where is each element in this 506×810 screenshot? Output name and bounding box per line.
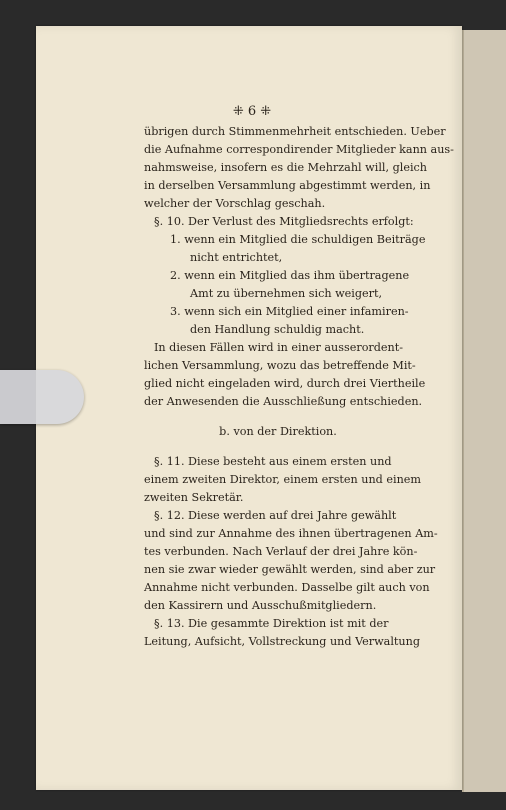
text-line: §. 13. Die gesammte Direktion ist mit der	[154, 617, 389, 630]
text-line: §. 11. Diese besteht aus einem ersten und	[154, 455, 392, 468]
text-line: Amt zu übernehmen sich weigert,	[190, 287, 383, 300]
text-line: glied nicht eingeladen wird, durch drei Viertheile	[144, 377, 426, 390]
text-line: Annahme nicht verbunden. Dasselbe gilt auch von	[144, 581, 430, 594]
text-line: und sind zur Annahme des ihnen übertragenen Am-	[144, 527, 438, 540]
text-line: 3. wenn sich ein Mitglied einer infamiren-	[170, 305, 409, 318]
text-line: den Handlung schuldig macht.	[190, 323, 365, 336]
text-line: §. 10. Der Verlust des Mitgliedsrechts erfolgt:	[154, 215, 414, 228]
text-line: den Kassirern und Ausschußmitgliedern.	[144, 599, 377, 612]
text-line: 1. wenn ein Mitglied die schuldigen Beiträge	[170, 233, 426, 246]
text-line: nen sie zwar wieder gewählt werden, sind aber zur	[144, 563, 436, 576]
text-line: In diesen Fällen wird in einer ausserordent-	[154, 341, 404, 354]
page-marker-tab	[0, 370, 84, 424]
text-line: übrigen durch Stimmenmehrheit entschieden. Ueber	[144, 125, 446, 138]
text-line: welcher der Vorschlag geschah.	[144, 197, 326, 210]
page-number-header: ⁜ 6 ⁜	[232, 104, 272, 119]
text-line: die Aufnahme correspondirender Mitglieder kann aus-	[144, 143, 454, 156]
text-line: nicht entrichtet,	[190, 251, 283, 264]
text-line: tes verbunden. Nach Verlauf der drei Jahre kön-	[144, 545, 418, 558]
text-line: in derselben Versammlung abgestimmt werden, in	[144, 179, 431, 192]
text-line: §. 12. Diese werden auf drei Jahre gewählt	[154, 509, 397, 522]
adjacent-page-edge	[462, 30, 506, 792]
text-line: Leitung, Aufsicht, Vollstreckung und Verwaltung	[144, 635, 420, 648]
text-line: 2. wenn ein Mitglied das ihm übertragene	[170, 269, 410, 282]
section-heading: b. von der Direktion.	[219, 425, 337, 438]
text-line: nahmsweise, insofern es die Mehrzahl will, gleich	[144, 161, 428, 174]
text-line: lichen Versammlung, wozu das betreffende Mit-	[144, 359, 416, 372]
text-line: einem zweiten Direktor, einem ersten und einem	[144, 473, 422, 486]
text-line: zweiten Sekretär.	[144, 491, 244, 504]
text-line: der Anwesenden die Ausschließung entschieden.	[144, 395, 423, 408]
